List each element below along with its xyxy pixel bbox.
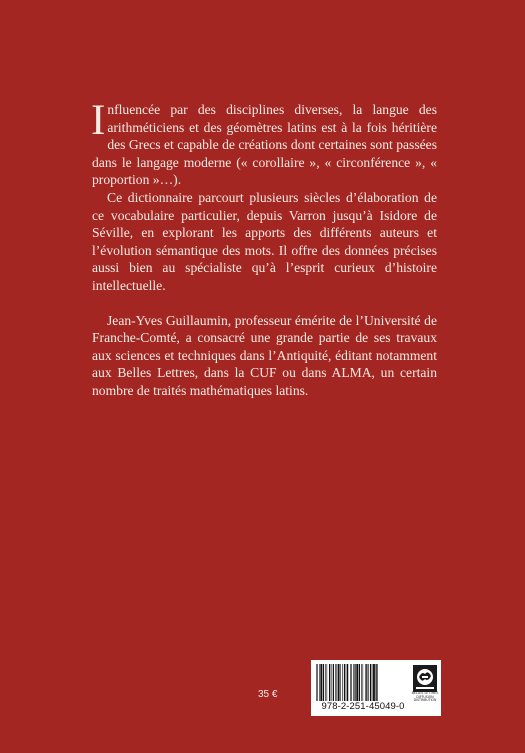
barcode-bar — [316, 664, 317, 701]
barcode-bar — [342, 664, 343, 701]
blurb-paragraph-1-text: nfluencée par des disciplines diverses, la langue des arithméticiens et des géomètres latins est à la fois héritière des Grecs et capable de créations dont certaines sont passées dans le langage moderne (« corollaire », « circonférence », « proportion »…). — [92, 102, 437, 188]
barcode-bar — [356, 664, 358, 701]
blurb-paragraph-2: Ce dictionnaire parcourt plusieurs siècles d’élaboration de ce vocabulaire particulier, depuis Varron jusqu’à Isidore de Séville, en explorant les apports des différents auteurs et l’évolution sémantique des mots. Il offre des données précises aussi bien au spécialiste qu’à l’esprit curieux d’histoire intellectuelle. — [92, 189, 437, 293]
barcode-bar — [373, 664, 375, 701]
barcode-bar — [323, 664, 324, 701]
logo-caption: BELLES LETTRES DIFFUSION DISTRIBUTION — [411, 691, 439, 703]
barcode-bar — [365, 664, 366, 701]
barcode-bar — [329, 664, 330, 701]
barcode-bar — [376, 664, 377, 701]
barcode-bar — [370, 664, 371, 701]
barcode-bar — [333, 664, 334, 701]
barcode-bar — [319, 664, 320, 701]
barcode-bar — [346, 664, 347, 701]
isbn-number: 978-2-251-45049-0 — [321, 701, 405, 712]
drop-cap: I — [91, 97, 106, 144]
barcode-bar — [353, 664, 354, 701]
barcode-bar — [336, 664, 337, 701]
barcode-bar — [347, 664, 348, 701]
barcode-bar — [366, 664, 367, 701]
barcode-bar — [350, 664, 351, 701]
barcode-bar — [331, 664, 332, 701]
barcode-bar — [340, 664, 341, 701]
barcode-bar — [325, 664, 326, 701]
author-bio: Jean-Yves Guillaumin, professeur émérite de l’Université de Franche-Comté, a consacré une grande partie de ses travaux aux sciences et techniques dans l’Antiquité, éditant notamment aux Belles Lettres, dans la CUF ou dans ALMA, un certain nombre de traités mathématiques latins. — [92, 312, 437, 398]
barcode-bar — [351, 664, 352, 701]
barcode-bar — [359, 664, 360, 701]
barcode-bar — [327, 664, 328, 701]
isbn-barcode — [315, 664, 409, 701]
blurb-paragraph-1 — [91, 97, 437, 189]
barcode-bar — [335, 664, 336, 701]
publisher-logo-icon — [413, 665, 437, 692]
barcode-bar — [361, 664, 362, 701]
barcode-bar — [344, 664, 345, 701]
barcode-bar — [338, 664, 340, 701]
barcode-bar — [377, 664, 378, 701]
barcode-bar — [372, 664, 373, 701]
price-label: 35 € — [258, 689, 278, 700]
barcode-bar — [354, 664, 355, 701]
barcode-bar — [317, 664, 318, 701]
paragraph-spacer — [92, 295, 437, 312]
barcode-bar — [368, 664, 369, 701]
barcode-area — [311, 660, 441, 716]
barcode-bar — [320, 664, 322, 701]
blurb-text — [91, 97, 437, 400]
barcode-bar — [363, 664, 364, 701]
